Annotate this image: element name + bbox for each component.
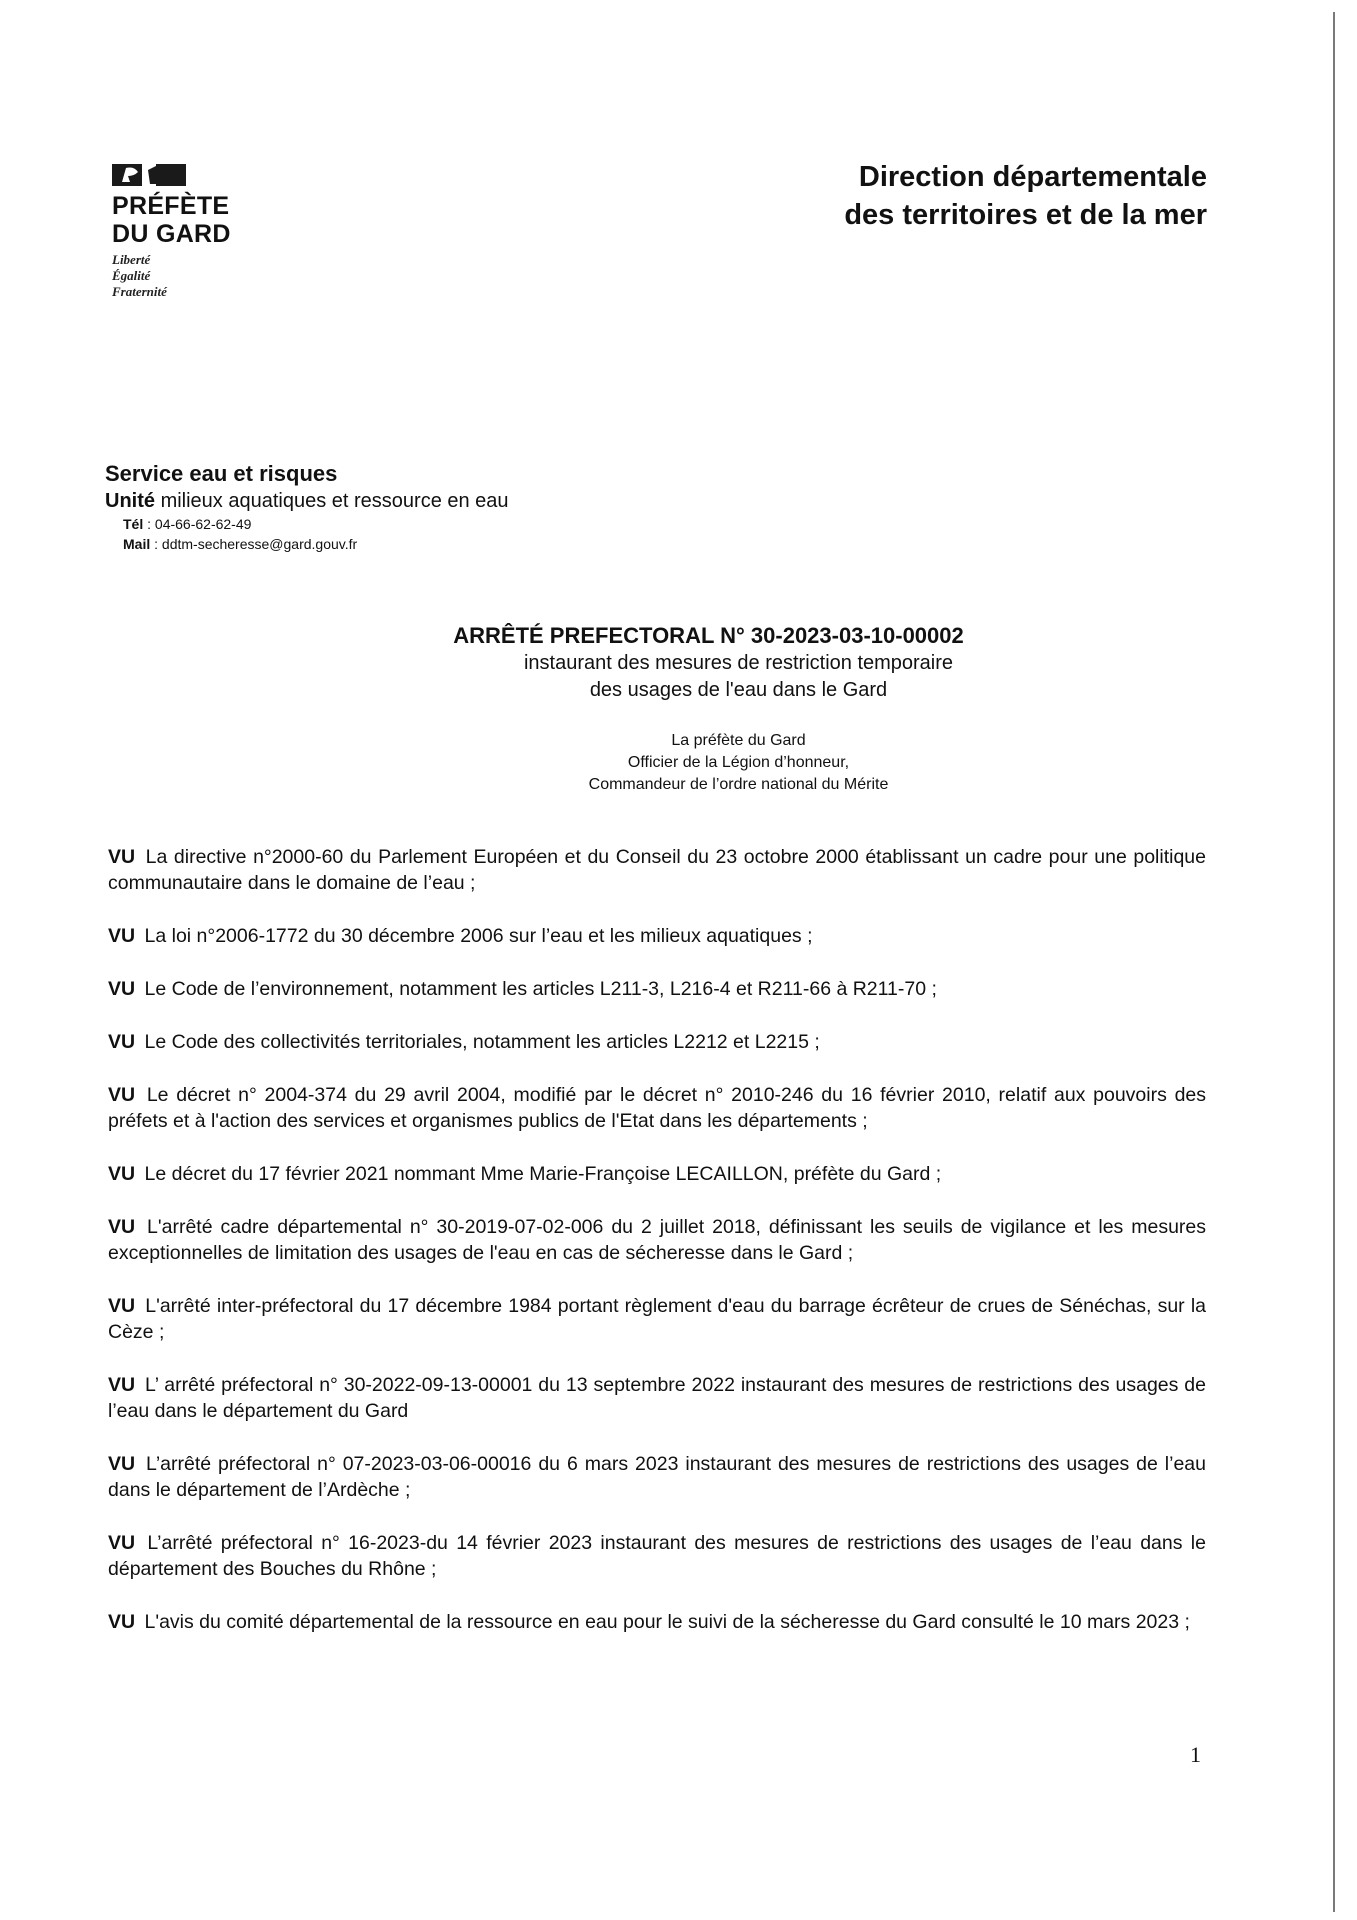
service-unit-text: milieux aquatiques et ressource en eau <box>160 490 509 512</box>
visa-item <box>108 1530 1206 1582</box>
visa-item <box>108 844 1206 896</box>
visa-item <box>108 1082 1206 1134</box>
visa-prefix: VU <box>108 1453 136 1475</box>
service-title: Service eau et risques <box>105 461 338 486</box>
visa-list <box>108 844 1206 1662</box>
visa-text: Le décret du 17 février 2021 nommant Mme Marie-Françoise LECAILLON, préfète du Gard ; <box>144 1163 942 1185</box>
visa-text: L'arrêté inter-préfectoral du 17 décembre 1984 portant règlement d'eau du barrage écrêteur de crues de Sénéchas, sur la Cèze ; <box>108 1295 1207 1343</box>
service-block <box>105 460 509 554</box>
visa-prefix: VU <box>108 1611 136 1633</box>
visa-prefix: VU <box>108 1163 136 1185</box>
page-number: 1 <box>1190 1742 1201 1767</box>
visa-item <box>108 1029 1206 1055</box>
logo-title-line1: PRÉFÈTE <box>112 192 230 220</box>
visa-text: L'arrêté cadre départemental n° 30-2019-07-02-006 du 2 juillet 2018, définissant les seuils de vigilance et les mesures exceptionnelles de limitation des usages de l'eau en cas de sécheresse dans le Gard ; <box>108 1216 1207 1264</box>
visa-text: L'avis du comité départemental de la ressource en eau pour le suivi de la sécheresse du Gard consulté le 10 mars 2023 ; <box>144 1611 1190 1633</box>
visa-item <box>108 1609 1206 1635</box>
visa-prefix: VU <box>108 925 136 947</box>
motto-liberte: Liberté <box>112 252 151 267</box>
marianne-logo-icon <box>112 162 188 188</box>
visa-item <box>108 1161 1206 1187</box>
service-unit <box>105 488 509 514</box>
visa-text: Le Code de l’environnement, notamment les articles L211-3, L216-4 et R211-66 à R211-70 ; <box>144 978 937 1000</box>
visa-text: Le décret n° 2004-374 du 29 avril 2004, modifié par le décret n° 2010-246 du 16 février 2010, relatif aux pouvoirs des préfets et à l'action des services et organismes publics de l'Etat dans les départements ; <box>108 1084 1207 1132</box>
visa-text: La directive n°2000-60 du Parlement Européen et du Conseil du 23 octobre 2000 établissant un cadre pour une politique communautaire dans le domaine de l’eau ; <box>108 846 1206 894</box>
visa-prefix: VU <box>108 1084 136 1106</box>
visa-text: L’ arrêté préfectoral n° 30-2022-09-13-00001 du 13 septembre 2022 instaurant des mesures de restrictions des usages de l’eau dans le département du Gard <box>108 1374 1207 1422</box>
phone-label: Tél <box>123 516 144 532</box>
service-phone <box>105 514 509 534</box>
motto-fraternite: Fraternité <box>112 284 167 299</box>
republic-motto <box>112 252 312 300</box>
visa-text: La loi n°2006-1772 du 30 décembre 2006 sur l’eau et les milieux aquatiques ; <box>144 925 813 947</box>
visa-item <box>108 1451 1206 1503</box>
visa-item <box>108 1214 1206 1266</box>
visa-text: L’arrêté préfectoral n° 16-2023-du 14 février 2023 instaurant des mesures de restrictions des usages de l’eau dans le département des Bouches du Rhône ; <box>108 1532 1206 1580</box>
arrete-title: ARRÊTÉ PREFECTORAL N° 30-2023-03-10-00002 <box>453 623 964 648</box>
visa-item <box>108 976 1206 1002</box>
visa-prefix: VU <box>108 846 136 868</box>
authority-line-2: Officier de la Légion d’honneur, <box>627 754 850 771</box>
arrete-subtitle-line-1: instaurant des mesures de restriction temporaire <box>523 652 954 674</box>
visa-prefix: VU <box>108 1295 136 1317</box>
authority-line-3: Commandeur de l’ordre national du Mérite <box>588 776 889 793</box>
authority-block <box>0 730 1357 796</box>
visa-text: Le Code des collectivités territoriales, notamment les articles L2212 et L2215 ; <box>144 1031 820 1053</box>
visa-item <box>108 1372 1206 1424</box>
service-unit-label: Unité <box>105 490 155 512</box>
logo-title-line2: DU GARD <box>112 220 231 248</box>
scan-edge-line <box>1333 12 1335 1912</box>
direction-line-1: Direction départementale <box>858 161 1207 193</box>
direction-heading <box>844 158 1207 234</box>
visa-prefix: VU <box>108 978 136 1000</box>
visa-prefix: VU <box>108 1374 136 1396</box>
visa-prefix: VU <box>108 1532 136 1554</box>
arrete-title-block <box>0 622 1357 704</box>
service-mail <box>105 534 509 554</box>
direction-line-2: des territoires et de la mer <box>844 199 1207 231</box>
arrete-subtitle-line-2: des usages de l'eau dans le Gard <box>589 679 888 701</box>
authority-line-1: La préfète du Gard <box>671 732 806 749</box>
visa-item <box>108 923 1206 949</box>
motto-egalite: Égalité <box>112 268 151 283</box>
visa-prefix: VU <box>108 1031 136 1053</box>
phone-value: : 04-66-62-62-49 <box>143 516 252 532</box>
mail-value: : ddtm-secheresse@gard.gouv.fr <box>150 536 358 552</box>
visa-prefix: VU <box>108 1216 136 1238</box>
visa-text: L’arrêté préfectoral n° 07-2023-03-06-00016 du 6 mars 2023 instaurant des mesures de restrictions des usages de l’eau dans le département de l’Ardèche ; <box>108 1453 1206 1501</box>
prefecture-logo <box>112 162 312 300</box>
visa-item <box>108 1293 1206 1345</box>
mail-label: Mail <box>123 536 151 552</box>
